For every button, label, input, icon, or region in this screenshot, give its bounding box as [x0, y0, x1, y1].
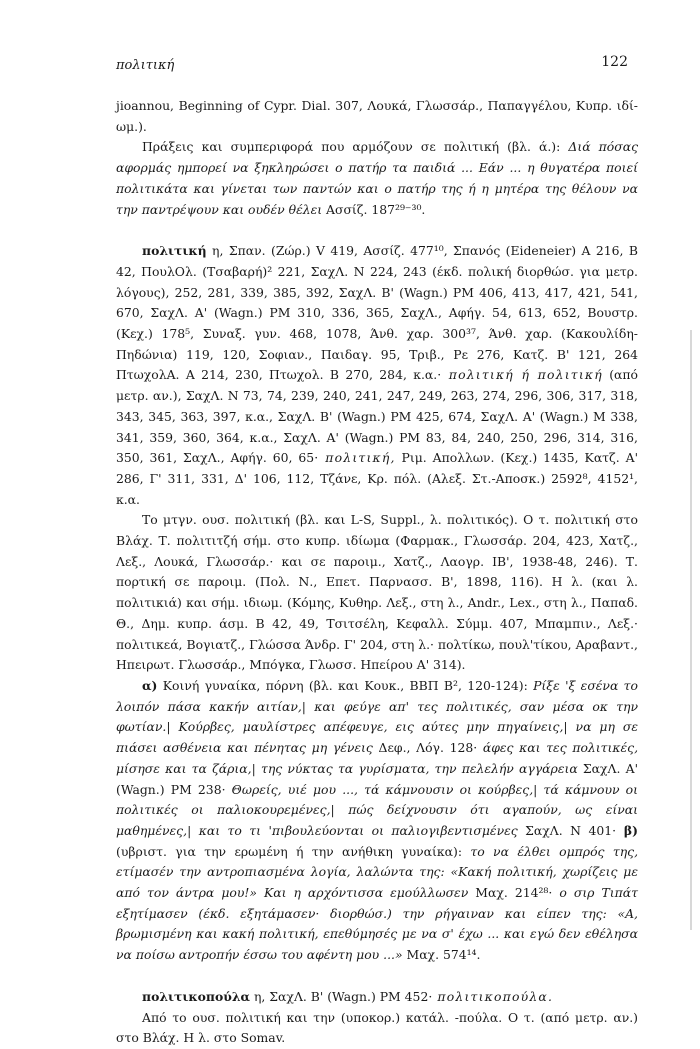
usage-quote: Διά πόσας αφορμάς ημπορεί να ξηκληρώσει ο πατήρ τα παιδιά ... Εάν ... η θυγατέρα ποιεί πολιτικάτα και γίνεται των παντών και ο πατήρ της ή η μητέρα της θέλουν να την παντρέψουν και ουδέν θέλει [116, 139, 639, 217]
source-1: Δεφ., Λόγ. 128· [372, 740, 478, 756]
sense-b-definition: (υβριστ. για την ερωμένη ή την ανήθικη γυναίκα): [116, 843, 471, 859]
usage-text: Πράξεις και συμπεριφορά που αρμόζουν σε πολιτική (βλ. ά.): [142, 139, 569, 155]
page-number: 122 [601, 54, 628, 70]
entry-politiki [116, 241, 638, 510]
source-3: ΣαχΛ. Ν 401· [517, 822, 617, 838]
etymology-paragraph: Το μτγν. ουσ. πολιτική (βλ. και L-S, Suppl., λ. πολιτικός). Ο τ. πολιτική στο Βλάχ. Τ. πολιτιτζή σήμ. στο κυπρ. ιδίωμα (Φαρμακ., Γλωσσάρ. 204, 423, Χατζ., Λεξ., Λουκά, Γλωσσάρ.· και σε παροιμ., Χατζ., Λαογρ. ΙΒ', 1938-48, 246). Τ. πορτική σε παροιμ. (Πολ. Ν., Επετ. Παρνασσ. Β', 1898, 116). Η λ. (και λ. πολιτικιά) και σήμ. ιδιωμ. (Κόμης, Κυθηρ. Λεξ., στη λ., Andr., Lex., στη λ., Παπαδ. Θ., Δημ. κυπρ. άσμ. Β 42, 49, Τσιτσέλη, Κεφαλλ. Σύμμ. 407, Μπαμπιν., Λεξ.· πολιτικεά, Βογιατζ., Γλώσσα Άνδρ. Γ' 204, στη λ.· πολτίκω, πουλ'τίκου, Αραβαντ., Ηπειρωτ. Γλωσσάρ., Μπόγκα, Γλωσσ. Ηπείρου Α' 314). [116, 512, 638, 673]
page-body [116, 96, 638, 1049]
running-head: πολιτική [116, 58, 175, 73]
quote-3: Θωρείς, υιέ μου ..., τά κάμνουσιν οι κούρβες,| τά κάμνουν οι πολιτικές οι παλιοκουρεμένες,| πώς δείχνουσιν ότι αγαπούν, ως είναι μαθημένες,| και το τι 'πιβουλεύονται οι παλιογιβεντισμένες [116, 781, 638, 838]
quote-5: ο σιρ Τιπάτ εξητίμασεν (έκδ. εξητάμασεν· διορθώσ.) την ρήγαιναν και είπεν της: «Α, βρωμισμένη και κακή πολιτική, επεθύμησές με να σ' έχω ... και εγώ δεν εθέλησα να ποίσω αντροπήν έσσω του αφέντη μου ...» [116, 885, 638, 963]
entry-variant-1: πολιτική ή πολιτική [441, 367, 603, 383]
entry-citations-3: Ριμ. Απολλων. (Κεχ.) 1435, Κατζ. Α' 286, Γ' 311, 331, Δ' 106, 112, Τζάνε, Κρ. πόλ. (Αλεξ. Στ.-Αποσκ.) 2592⁸, 4152¹, κ.α. [116, 450, 638, 507]
sense-b-label: β) [616, 822, 638, 838]
entry2-variant: πολιτικοπούλα. [432, 988, 554, 1004]
usage-paragraph [116, 137, 638, 220]
entry2-headword: πολιτικοπούλα [142, 988, 251, 1004]
entry-variant-2: πολιτική, [318, 450, 396, 466]
quote-1: Ρίξε 'ξ εσένα το λοιπόν πάσα κακήν αιτίαν,| και φεύγε απ' τες πολιτικές, σαν μέσα οκ την φωτίαν.| Κούρβες, μαυλίστρες απέφευγε, εις αύτες μην πηγαίνεις,| να μη σε πιάσει ασθένεια και πένητας μη γένεις [116, 677, 638, 756]
entry-citations-2: (από μετρ. αν.), ΣαχΛ. Ν 73, 74, 239, 240, 241, 247, 249, 263, 274, 296, 306, 317, 318, 343, 345, 363, 397, κ.α., ΣαχΛ. Β' (Wagn.) PM 425, 674, ΣαχΛ. Α' (Wagn.) Μ 338, 341, 359, 360, 364, κ.α., ΣαχΛ. Α' (Wagn.) PM 83, 84, 240, 250, 296, 314, 316, 350, 361, ΣαχΛ., Αφήγ. 60, 65· [116, 367, 639, 466]
entry2-etymology: Από το ουσ. πολιτική και την (υποκορ.) κατάλ. -πούλα. Ο τ. (από μετρ. αν.) στο Βλάχ. Η λ. στο Somav. [116, 1009, 638, 1046]
usage-source: Ασσίζ. 187²⁹⁻³⁰. [322, 201, 426, 217]
entry-politikopoula [116, 987, 638, 1008]
sense-a-paragraph [116, 676, 638, 966]
sense-a-definition: Κοινή γυναίκα, πόρνη (βλ. και Κουκ., ΒΒΠ Β², 120-124): [157, 677, 534, 693]
entry-headword: πολιτική [142, 243, 207, 259]
page-header [116, 54, 628, 78]
source-5: Μαχ. 574¹⁴. [402, 947, 481, 963]
continuation-paragraph: jioannou, Beginning of Cypr. Dial. 307, Λουκά, Γλωσσάρ., Παπαγγέλου, Κυπρ. ιδί- ωμ.). [116, 98, 638, 134]
page-edge-shadow [690, 330, 694, 930]
quote-4: το να έλθει ομπρός της, ετίμασέν την αντροπιασμένα λογία, λαλώντα της: «Κακή πολιτική, χωρίζεις με από τον άντρα μου!» Και η αρχόντισσα εμούλλωσεν [116, 843, 639, 901]
source-2: ΣαχΛ. Α' (Wagn.) PM 238· [116, 760, 638, 797]
source-4: Μαχ. 214²⁸· [468, 885, 553, 901]
quote-2: άφες και τες πολιτικές, μίσησε και τα ζάρια,| της νύκτας τα γυρίσματα, την πελελήν αγγάρεια [116, 740, 639, 776]
sense-a-label: α) [142, 677, 158, 693]
entry2-citations: η, ΣαχΛ. Β' (Wagn.) PM 452· [250, 988, 433, 1004]
entry-citations-1: η, Σπαν. (Ζώρ.) V 419, Ασσίζ. 477¹⁰, Σπανός (Eideneier) Α 216, Β 42, ΠουλΟλ. (Τσαβαρή)² 221, ΣαχΛ. Ν 224, 243 (έκδ. πολική διορθώσ. για μετρ. λόγους), 252, 281, 339, 385, 392, ΣαχΛ. Β' (Wagn.) PM 406, 413, 417, 421, 541, 670, ΣαχΛ. Α' (Wagn.) PM 310, 336, 365, ΣαχΛ., Αφήγ. 54, 613, 652, Βουστρ. (Κεχ.) 178⁵, Συναξ. γυν. 468, 1078, Άνθ. χαρ. 300³⁷, Άνθ. χαρ. (Κακουλίδη-Πηδώνια) 119, 120, Σοφιαν., Παιδαγ. 95, Τριβ., Ρε 276, Κατζ. Β' 121, 264 ΠτωχολΑ. Α 214, 230, Πτωχολ. Β 270, 284, κ.α.· [116, 243, 638, 383]
